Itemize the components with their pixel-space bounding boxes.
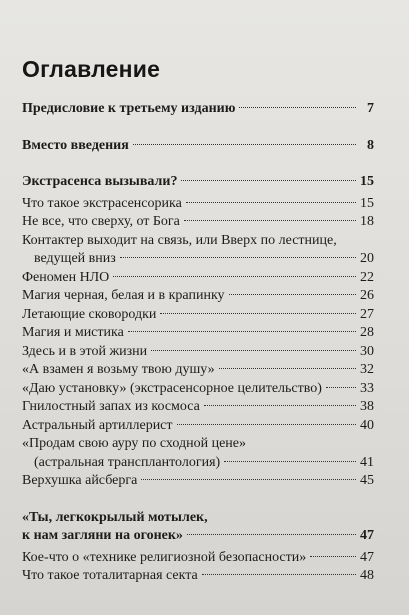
toc-entry-title-continued: (астральная трансплантология) [34, 454, 221, 470]
dot-leader [120, 257, 356, 258]
toc-page-number: 28 [360, 325, 374, 340]
toc-entry-title: Гнилостный запах из космоса [22, 399, 200, 414]
toc-page-number: 8 [367, 137, 374, 153]
toc-entry [22, 454, 374, 473]
toc-entry [22, 549, 374, 568]
toc-page-number: 33 [360, 380, 374, 396]
dot-leader [128, 331, 356, 332]
toc-entry-title-continued: к нам загляни на огонек» [22, 528, 183, 543]
toc-page-number: 30 [360, 343, 374, 359]
dot-leader [326, 387, 356, 388]
table-of-contents [22, 56, 374, 586]
dot-leader [186, 202, 356, 203]
toc-page-number: 15 [360, 195, 374, 211]
toc-entry [22, 287, 374, 306]
toc-entry [22, 269, 374, 288]
toc-entry-title: Летающие сковородки [22, 306, 157, 322]
toc-entry [22, 324, 374, 343]
toc-entry-title: «Продам свою ауру по сходной цене» [22, 436, 247, 451]
toc-entry-title: Что такое тоталитарная секта [22, 568, 198, 583]
toc-entry [22, 361, 374, 380]
toc-page-number: 18 [360, 214, 374, 229]
toc-entry [22, 417, 374, 436]
toc-entry-title: Экстрасенса вызывали? [22, 174, 178, 189]
toc-entry-title: Магия и мистика [22, 325, 124, 340]
toc-page-number: 38 [360, 399, 374, 414]
toc-page-number: 47 [360, 528, 374, 543]
toc-page-number: 45 [360, 473, 374, 488]
dot-leader [204, 405, 356, 406]
dot-leader [177, 424, 356, 425]
toc-entry-title-continued: ведущей вниз [34, 251, 116, 266]
toc-entry [22, 213, 374, 232]
toc-entry-title: «А взамен я возьму твою душу» [22, 362, 215, 377]
page-title: Оглавление [22, 56, 161, 82]
dot-leader [181, 180, 356, 181]
dot-leader [310, 556, 356, 557]
toc-page-number: 41 [360, 454, 374, 470]
toc-entry-title: Астральный артиллерист [22, 417, 173, 433]
toc-entry [22, 343, 374, 362]
toc-page-number: 40 [360, 417, 374, 433]
toc-page-number: 15 [360, 174, 374, 189]
toc-entry-title: Вместо введения [22, 137, 129, 153]
toc-entry-title: Не все, что сверху, от Бога [22, 214, 180, 229]
dot-leader [187, 534, 356, 535]
toc-page-number: 27 [360, 306, 374, 322]
toc-entry [22, 195, 374, 214]
toc-page-number: 48 [360, 568, 374, 583]
toc-page-number: 7 [367, 101, 374, 116]
toc-page-number: 26 [360, 288, 374, 303]
toc-entry [22, 137, 374, 156]
toc-entry-title: Магия черная, белая и в крапинку [22, 288, 225, 303]
toc-page-number: 22 [360, 269, 374, 285]
toc-entry [22, 567, 374, 586]
toc-entry-title: «Ты, легкокрылый мотылек, [22, 509, 208, 525]
dot-leader [224, 461, 356, 462]
toc-entry-title: Предисловие к третьему изданию [22, 101, 236, 116]
toc-entry [22, 472, 374, 491]
toc-page-number: 32 [360, 362, 374, 377]
dot-leader [141, 479, 356, 480]
toc-entry-title: Что такое экстрасенсорика [22, 195, 182, 211]
toc-entry [22, 398, 374, 417]
toc-entry-title: Здесь и в этой жизни [22, 343, 148, 359]
dot-leader [113, 276, 356, 277]
toc-page-number: 47 [360, 549, 374, 565]
toc-entry-title: «Даю установку» (экстрасенсорное целительство) [22, 380, 322, 396]
dot-leader [202, 574, 356, 575]
dot-leader [151, 350, 356, 351]
toc-entry [22, 100, 374, 119]
toc-page-number: 20 [360, 251, 374, 266]
toc-entry-title: Верхушка айсберга [22, 473, 138, 488]
toc-entry [22, 173, 374, 192]
dot-leader [133, 144, 356, 145]
toc-entry-title: Кое-что о «технике религиозной безопасности» [22, 549, 307, 565]
toc-entry [22, 250, 374, 269]
toc-entry-title: Контактер выходит на связь, или Вверх по лестнице, [22, 232, 337, 248]
dot-leader [184, 220, 356, 221]
toc-entry [22, 306, 374, 325]
toc-entry [22, 380, 374, 399]
dot-leader [229, 294, 356, 295]
dot-leader [219, 368, 356, 369]
dot-leader [160, 313, 356, 314]
toc-entry [22, 527, 374, 546]
dot-leader [239, 107, 356, 108]
toc-entry-title: Феномен НЛО [22, 269, 110, 285]
